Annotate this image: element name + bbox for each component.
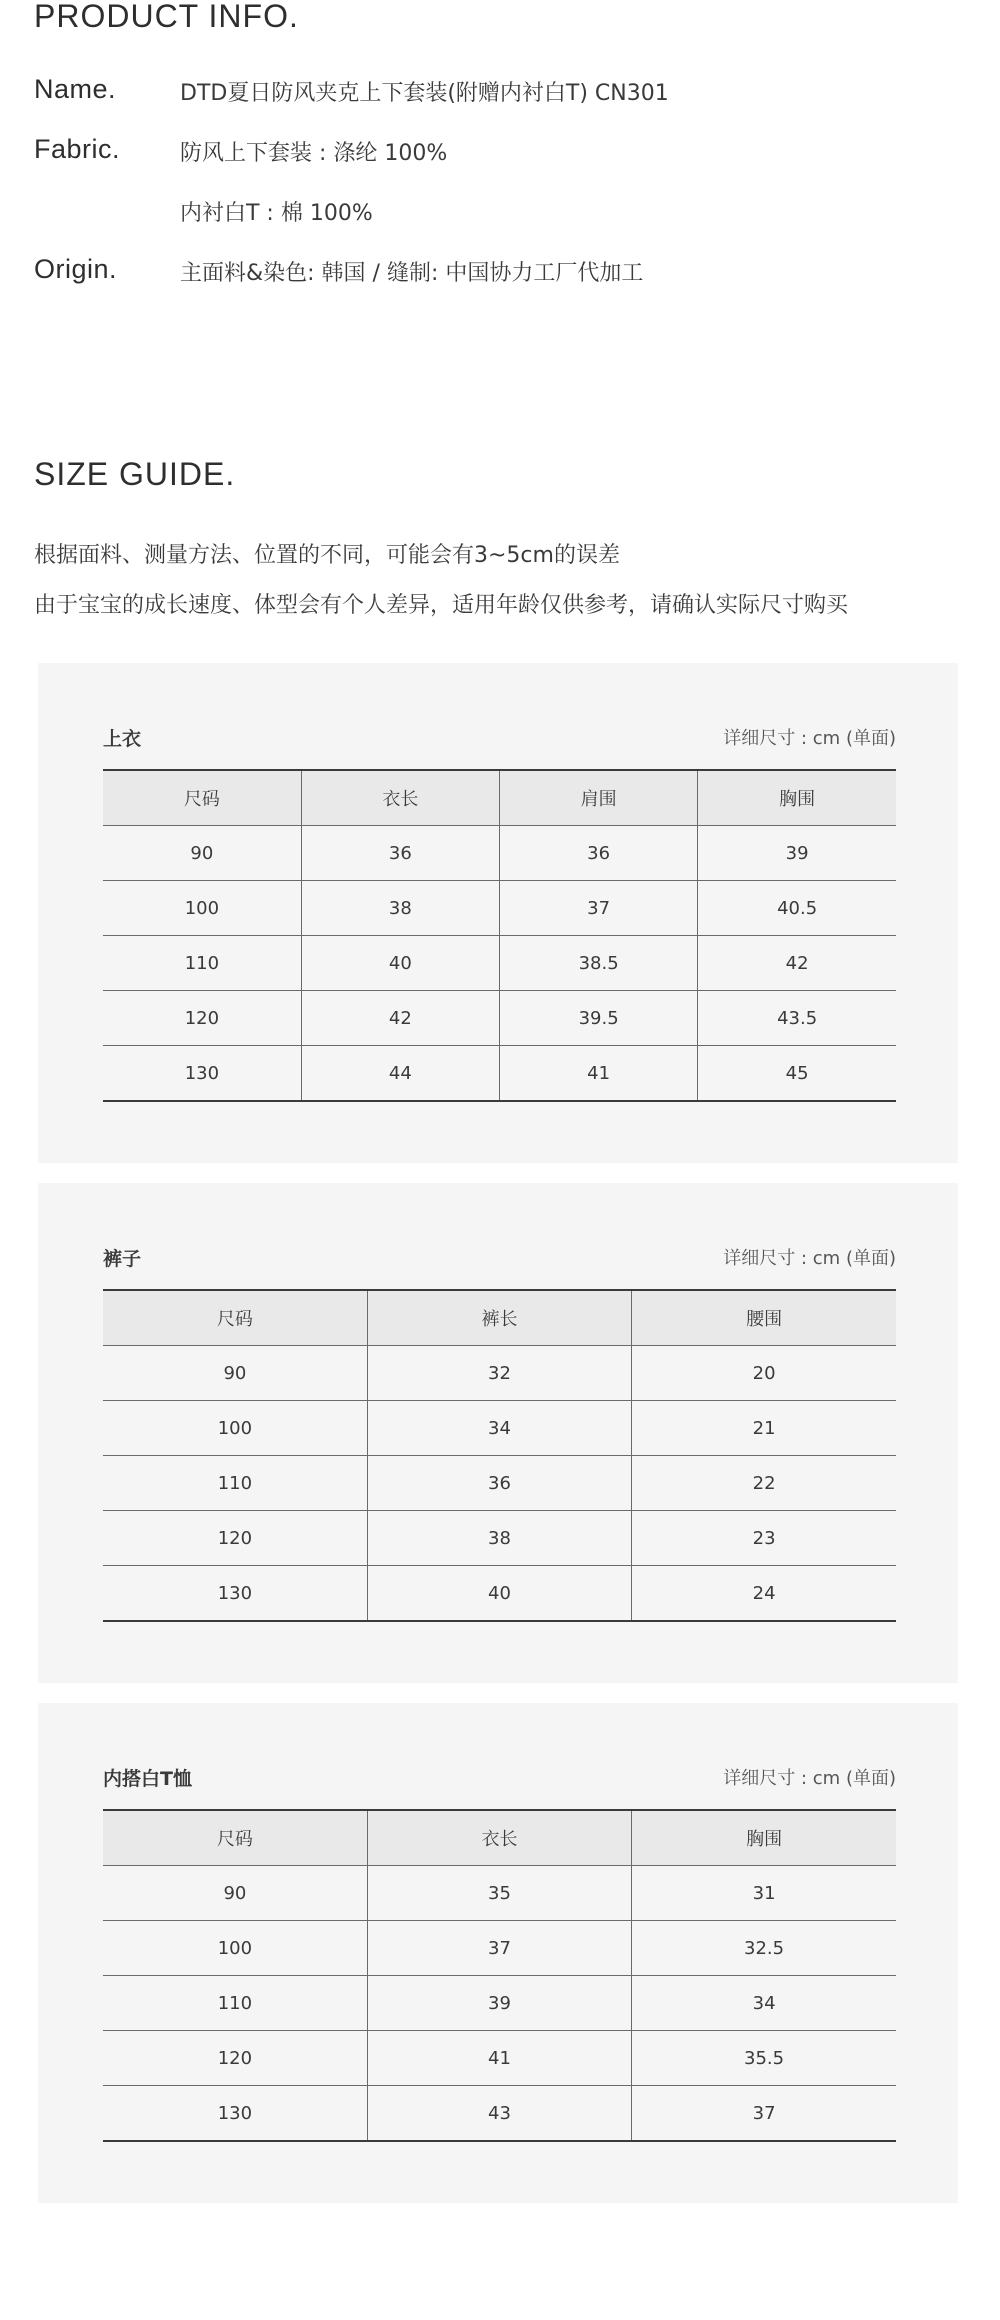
table-cell: 39 <box>698 826 896 881</box>
size-unit-note: 详细尺寸 : cm (单面) <box>723 728 896 749</box>
size-table-title: 内搭白T恤 <box>103 1768 192 1790</box>
size-table-title: 裤子 <box>103 1248 142 1270</box>
info-label-origin: Origin. <box>34 254 118 284</box>
column-header: 尺码 <box>103 770 301 826</box>
table-row <box>103 2086 896 2142</box>
table-row <box>103 1346 896 1401</box>
table-cell: 39 <box>367 1976 631 2031</box>
table-cell: 43 <box>367 2086 631 2142</box>
column-header: 衣长 <box>367 1810 631 1866</box>
table-cell: 110 <box>103 1456 367 1511</box>
size-note-age: 由于宝宝的成长速度、体型会有个人差异，适用年龄仅供参考，请确认实际尺寸购买 <box>34 593 849 618</box>
table-cell: 35 <box>367 1866 631 1921</box>
table-row <box>103 1566 896 1622</box>
size-panel-tshirt <box>38 1703 958 2203</box>
table-cell: 41 <box>500 1046 698 1102</box>
size-table-top <box>103 769 896 1102</box>
info-value-fabric-tshirt: 内衬白T : 棉 100% <box>180 201 373 226</box>
table-cell: 130 <box>103 1566 367 1622</box>
size-panel-header <box>103 1764 896 1794</box>
table-cell: 42 <box>698 936 896 991</box>
column-header: 肩围 <box>500 770 698 826</box>
size-table-tshirt <box>103 1809 896 2142</box>
table-cell: 130 <box>103 2086 367 2142</box>
table-cell: 20 <box>632 1346 896 1401</box>
column-header: 胸围 <box>632 1810 896 1866</box>
table-cell: 21 <box>632 1401 896 1456</box>
table-cell: 44 <box>301 1046 499 1102</box>
table-cell: 100 <box>103 1401 367 1456</box>
table-cell: 37 <box>367 1921 631 1976</box>
table-row <box>103 991 896 1046</box>
size-panel-pants <box>38 1183 958 1683</box>
column-header: 胸围 <box>698 770 896 826</box>
table-cell: 36 <box>301 826 499 881</box>
table-cell: 23 <box>632 1511 896 1566</box>
table-cell: 34 <box>632 1976 896 2031</box>
table-row <box>103 1046 896 1102</box>
table-cell: 40.5 <box>698 881 896 936</box>
table-row <box>103 2031 896 2086</box>
size-note-error: 根据面料、测量方法、位置的不同，可能会有3~5cm的误差 <box>34 543 620 568</box>
size-table-pants <box>103 1289 896 1622</box>
table-cell: 90 <box>103 1866 367 1921</box>
table-row <box>103 1976 896 2031</box>
table-cell: 130 <box>103 1046 301 1102</box>
table-cell: 110 <box>103 936 301 991</box>
table-cell: 40 <box>367 1566 631 1622</box>
table-cell: 39.5 <box>500 991 698 1046</box>
table-cell: 36 <box>500 826 698 881</box>
size-panel-header <box>103 1244 896 1274</box>
size-panel-header <box>103 724 896 754</box>
table-cell: 90 <box>103 826 301 881</box>
table-row <box>103 936 896 991</box>
table-header-row <box>103 1290 896 1346</box>
table-header-row <box>103 770 896 826</box>
table-cell: 31 <box>632 1866 896 1921</box>
table-row <box>103 1401 896 1456</box>
info-row-name <box>34 74 974 114</box>
table-cell: 120 <box>103 991 301 1046</box>
table-cell: 36 <box>367 1456 631 1511</box>
info-row-fabric-tshirt <box>34 194 974 234</box>
table-cell: 38.5 <box>500 936 698 991</box>
table-cell: 38 <box>367 1511 631 1566</box>
column-header: 尺码 <box>103 1290 367 1346</box>
table-cell: 38 <box>301 881 499 936</box>
size-guide-title: SIZE GUIDE. <box>34 456 236 492</box>
table-cell: 41 <box>367 2031 631 2086</box>
size-panel-top <box>38 663 958 1163</box>
column-header: 裤长 <box>367 1290 631 1346</box>
table-cell: 100 <box>103 881 301 936</box>
table-cell: 24 <box>632 1566 896 1622</box>
column-header: 腰围 <box>632 1290 896 1346</box>
table-cell: 40 <box>301 936 499 991</box>
table-cell: 22 <box>632 1456 896 1511</box>
table-cell: 32 <box>367 1346 631 1401</box>
table-header-row <box>103 1810 896 1866</box>
table-cell: 45 <box>698 1046 896 1102</box>
table-cell: 90 <box>103 1346 367 1401</box>
table-cell: 120 <box>103 1511 367 1566</box>
info-row-fabric <box>34 134 974 174</box>
table-cell: 37 <box>632 2086 896 2142</box>
table-cell: 34 <box>367 1401 631 1456</box>
table-cell: 37 <box>500 881 698 936</box>
size-unit-note: 详细尺寸 : cm (单面) <box>723 1768 896 1789</box>
size-table-title: 上衣 <box>103 728 142 750</box>
info-value-name: DTD夏日防风夹克上下套装(附赠内衬白T) CN301 <box>180 81 669 106</box>
info-value-fabric: 防风上下套装 : 涤纶 100% <box>180 141 448 166</box>
column-header: 衣长 <box>301 770 499 826</box>
column-header: 尺码 <box>103 1810 367 1866</box>
table-row <box>103 1866 896 1921</box>
table-cell: 42 <box>301 991 499 1046</box>
table-row <box>103 1456 896 1511</box>
table-row <box>103 826 896 881</box>
table-cell: 32.5 <box>632 1921 896 1976</box>
info-label-fabric: Fabric. <box>34 134 121 164</box>
info-row-origin <box>34 254 974 294</box>
table-row <box>103 1921 896 1976</box>
product-info-title: PRODUCT INFO. <box>34 0 299 34</box>
table-cell: 120 <box>103 2031 367 2086</box>
info-value-origin: 主面料&染色: 韩国 / 缝制: 中国协力工厂代加工 <box>180 261 644 286</box>
table-cell: 100 <box>103 1921 367 1976</box>
table-row <box>103 1511 896 1566</box>
info-label-name: Name. <box>34 74 117 104</box>
table-cell: 35.5 <box>632 2031 896 2086</box>
table-cell: 43.5 <box>698 991 896 1046</box>
table-row <box>103 881 896 936</box>
table-cell: 110 <box>103 1976 367 2031</box>
size-unit-note: 详细尺寸 : cm (单面) <box>723 1248 896 1269</box>
